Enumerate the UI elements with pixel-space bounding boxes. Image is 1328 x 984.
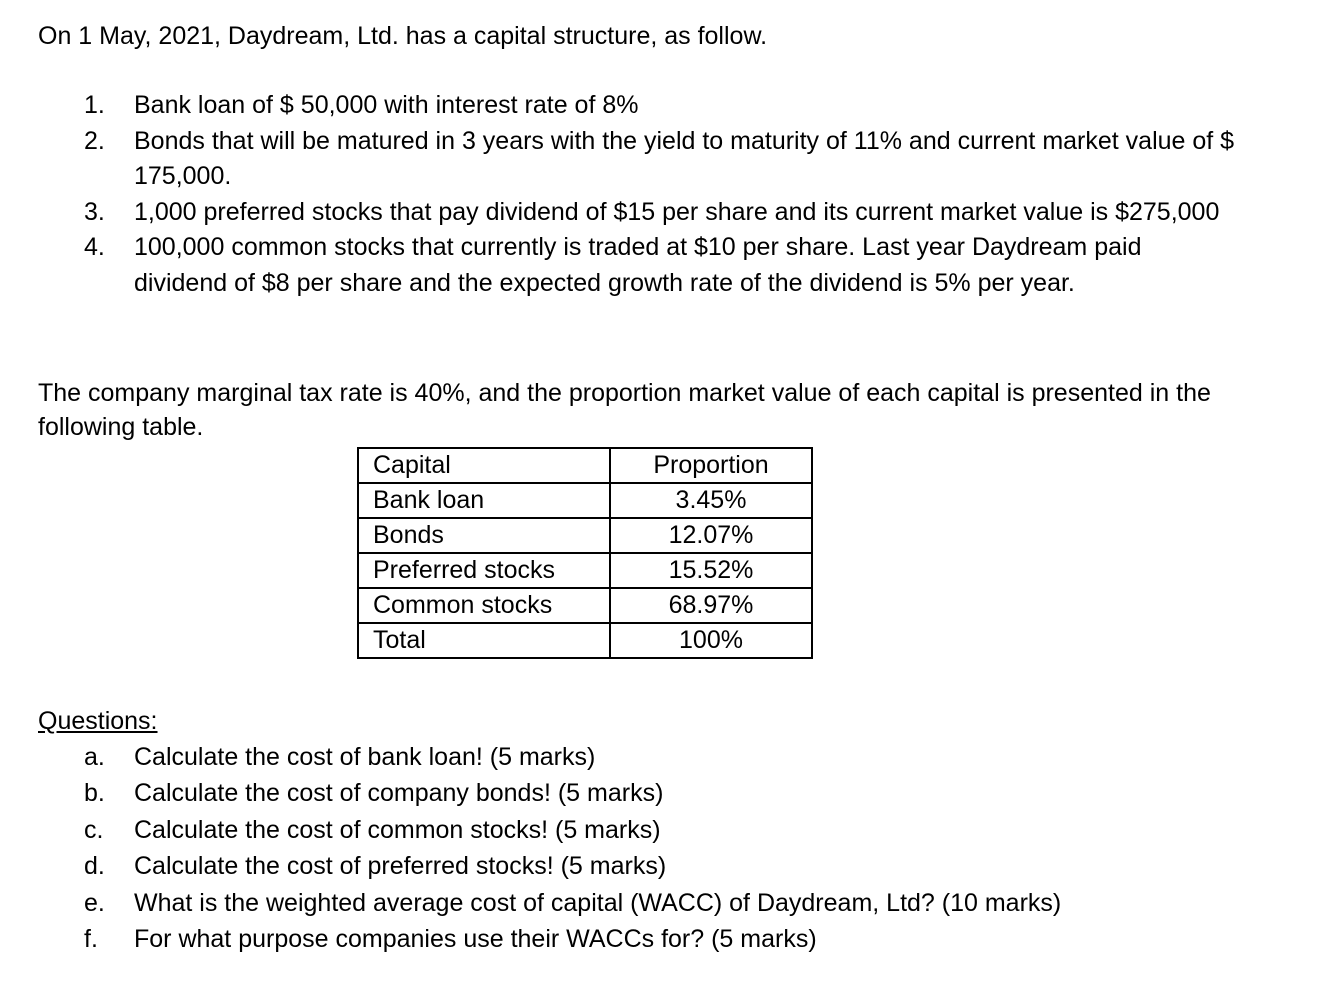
question-letter: d. [84, 852, 105, 881]
table-cell: Bank loan [358, 483, 610, 518]
list-item-number: 2. [84, 126, 105, 155]
question-item [80, 885, 1280, 921]
question-item [80, 812, 1280, 848]
table-cell: 12.07% [610, 518, 812, 553]
table-cell: Total [358, 623, 610, 658]
table-row [358, 518, 812, 553]
question-text: Calculate the cost of preferred stocks! (5 marks) [134, 852, 667, 881]
list-item-text: Bank loan of $ 50,000 with interest rate of 8% [134, 91, 639, 119]
table-row [358, 623, 812, 658]
capital-proportion-table [357, 447, 813, 659]
table-header-cell: Proportion [610, 448, 812, 483]
list-item-number: 3. [84, 197, 105, 226]
question-text: For what purpose companies use their WACCs for? (5 marks) [134, 925, 817, 954]
questions-heading: Questions: [38, 707, 158, 735]
question-text: Calculate the cost of bank loan! (5 marks) [134, 743, 596, 771]
question-text: Calculate the cost of common stocks! (5 marks) [134, 815, 661, 844]
list-item-text: Bonds that will be matured in 3 years with the yield to maturity of 11% and current market value of $ 175,000. [134, 126, 1235, 190]
question-item [80, 739, 1280, 775]
table-row [358, 588, 812, 623]
question-item [80, 921, 1280, 957]
table-cell: 68.97% [610, 588, 812, 623]
list-item [80, 195, 1240, 231]
table-row [358, 483, 812, 518]
table-cell: 15.52% [610, 553, 812, 588]
table-header-cell: Capital [358, 448, 610, 483]
table-cell: 100% [610, 623, 812, 658]
table-cell: Bonds [358, 518, 610, 553]
table-cell: Common stocks [358, 588, 610, 623]
question-letter: b. [84, 779, 105, 808]
question-item [80, 775, 1280, 811]
tax-rate-paragraph: The company marginal tax rate is 40%, and the proportion market value of each capital is presented in the following table. [38, 379, 1211, 441]
list-item [80, 88, 1240, 124]
question-letter: a. [84, 743, 105, 771]
question-letter: f. [84, 925, 98, 954]
question-text: Calculate the cost of company bonds! (5 marks) [134, 779, 664, 808]
questions-list [80, 739, 1280, 957]
table-header-row [358, 448, 812, 483]
list-item [80, 124, 1240, 195]
table-cell: Preferred stocks [358, 553, 610, 588]
question-text: What is the weighted average cost of capital (WACC) of Daydream, Ltd? (10 marks) [134, 888, 1062, 917]
list-item-number: 1. [84, 91, 105, 119]
intro-text: On 1 May, 2021, Daydream, Ltd. has a capital structure, as follow. [38, 22, 768, 50]
question-letter: c. [84, 815, 104, 844]
list-item-text: 100,000 common stocks that currently is traded at $10 per share. Last year Daydream paid dividend of $8 per share and the expected growth rate of the dividend is 5% per year. [134, 233, 1142, 297]
list-item-text: 1,000 preferred stocks that pay dividend of $15 per share and its current market value is $275,000 [134, 197, 1220, 226]
capital-structure-list [80, 88, 1240, 301]
table-row [358, 553, 812, 588]
list-item [80, 230, 1240, 301]
question-letter: e. [84, 888, 105, 917]
table-cell: 3.45% [610, 483, 812, 518]
question-item [80, 848, 1280, 884]
list-item-number: 4. [84, 233, 105, 261]
